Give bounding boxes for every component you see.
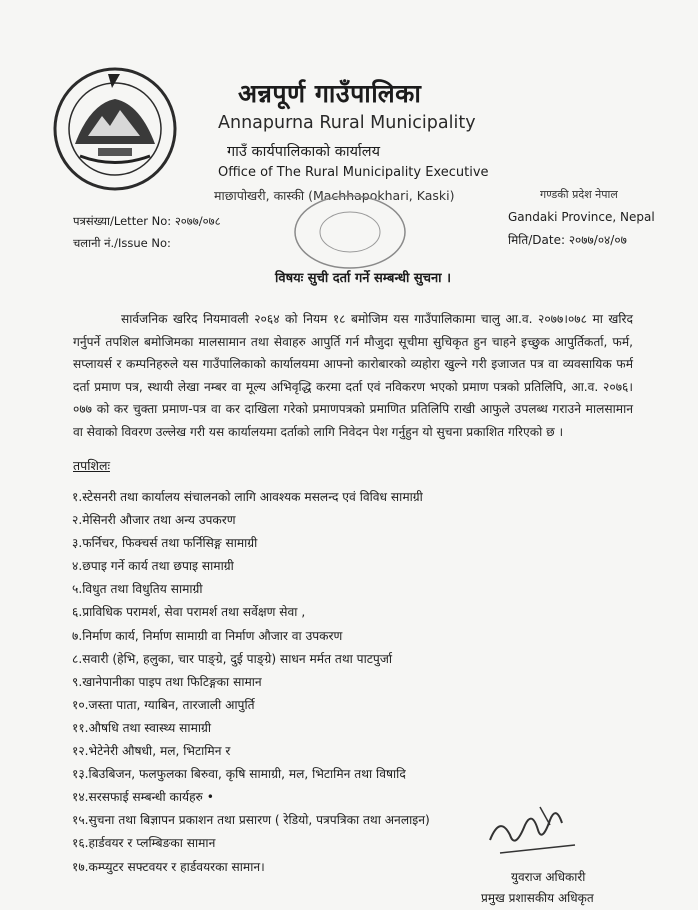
notice-subject: विषयः सुची दर्ता गर्ने सम्बन्धी सुचना । bbox=[275, 271, 452, 286]
list-item: १६.हार्डवयर र प्लम्बिङका सामान bbox=[72, 836, 216, 851]
list-item: ११.औषधि तथा स्वास्थ्य सामाग्री bbox=[72, 720, 212, 735]
list-item: ६.प्राविधिक परामर्श, सेवा परामर्श तथा सर्वेक्षण सेवा , bbox=[72, 605, 306, 620]
list-item: १०.जस्ता पाता, ग्याबिन, तारजाली आपुर्ति bbox=[72, 697, 255, 712]
list-item: ४.छपाइ गर्ने कार्य तथा छपाइ सामाग्री bbox=[72, 559, 234, 574]
list-item: १.स्टेसनरी तथा कार्यालय संचालनको लागि आवश्यक मसलन्द एवं विविध सामाग्री bbox=[72, 490, 423, 504]
list-item: १७.कम्प्युटर सफ्टवयर र हार्डवयरका सामान। bbox=[72, 859, 265, 874]
list-item: १२.भेटेनेरी औषधी, मल, भिटामिन र bbox=[72, 744, 231, 759]
office-address: माछापोखरी, कास्की (Machhapokhari, Kaski) bbox=[214, 188, 455, 203]
office-name-nepali: गाउँ कार्यपालिकाको कार्यालय bbox=[227, 144, 381, 160]
signatory-name: युवराज अधिकारी bbox=[511, 870, 586, 884]
office-stamp bbox=[290, 192, 410, 272]
municipality-name-nepali: अन्नपूर्ण गाउँपालिका bbox=[238, 79, 422, 108]
handwritten-signature bbox=[480, 795, 590, 865]
list-item: ९.खानेपानीका पाइप तथा फिटिङ्गका सामान bbox=[72, 674, 262, 689]
list-item: २.मेसिनरी औजार तथा अन्य उपकरण bbox=[72, 513, 236, 528]
notice-body: सार्वजनिक खरिद नियमावली २०६४ को नियम १८ बमोजिम यस गाउँपालिकामा चालु आ.व. २०७७।०७८ मा खरिद गर्नुपर्ने तपशिल बमोजिमका मालसामान तथा सेवाहरु आपुर्ति गर्न मौजुदा सूचीमा सुचिकृत हुन चाहने इच्छुक आपुर्तिकर्ता, फर्म, सप्लायर्स र कम्पनिहरुले यस गाउँपालिकाको कार्यालयमा आफ्नो कारोबारको व्यहोरा खुल्ने गरी इजाजत पत्र वा व्यवसायिक फर्म दर्ता प्रमाण पत्र, स्थायी लेखा नम्बर वा मूल्य अभिवृद्धि करमा दर्ता एवं नविकरण भएको प्रमाण पत्रको प्रतिलिपि, आ.व. २०७६।०७७ को कर चुक्ता प्रमाण-पत्र वा कर दाखिला गरेको प्रमाणपत्रको प्रमाणित प्रतिलिपि राखी आफुले उपलब्ध गराउने मालसामान वा सेवाको विवरण उल्लेख गरी यस कार्यालयमा दर्ताको लागि निवेदन पेश गर्नुहुन यो सुचना प्रकाशित गरिएको छ । bbox=[73, 312, 633, 439]
details-heading: तपशिलः bbox=[73, 458, 110, 473]
province-nepali: गण्डकी प्रदेश नेपाल bbox=[540, 188, 618, 201]
list-item: ८.सवारी (हेभि, हलुका, चार पाङ्ग्रे, दुई पाङ्ग्रे) साधन मर्मत तथा पाटपुर्जा bbox=[72, 651, 393, 666]
list-item: १३.बिउबिजन, फलफुलका बिरुवा, कृषि सामाग्री, मल, भिटामिन तथा विषादि bbox=[72, 767, 406, 782]
list-item: ७.निर्माण कार्य, निर्माण सामाग्री वा निर्माण औजार वा उपकरण bbox=[72, 628, 343, 643]
municipality-emblem-icon bbox=[50, 64, 180, 194]
province-english: Gandaki Province, Nepal bbox=[508, 210, 655, 224]
list-item: ५.विधुत तथा विधुतिय सामाग्री bbox=[72, 582, 203, 597]
list-item: ३.फर्निचर, फिक्चर्स तथा फर्निसिङ्ग सामाग्री bbox=[72, 536, 258, 551]
office-name-english: Office of The Rural Municipality Executive bbox=[218, 165, 489, 180]
list-item: १५.सुचना तथा बिज्ञापन प्रकाशन तथा प्रसारण ( रेडियो, पत्रपत्रिका तथा अनलाइन) bbox=[72, 813, 430, 828]
list-item: १४.सरसफाई सम्बन्धी कार्यहरु • bbox=[72, 790, 214, 805]
municipality-name-english: Annapurna Rural Municipality bbox=[218, 113, 476, 133]
item-list bbox=[72, 486, 430, 879]
letter-number: पत्रसंख्या/Letter No: २०७७/०७८ bbox=[73, 214, 221, 228]
issue-number: चलानी नं./Issue No: bbox=[73, 236, 171, 250]
letter-date: मिति/Date: २०७७/०४/०७ bbox=[508, 233, 627, 247]
signatory-title: प्रमुख प्रशासकीय अधिकृत bbox=[481, 891, 594, 905]
